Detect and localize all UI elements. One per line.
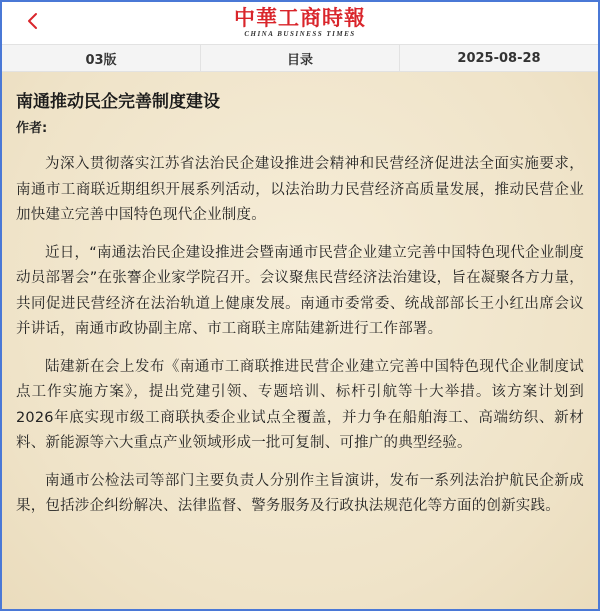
article-paragraph: 陆建新在会上发布《南通市工商联推进民营企业建立完善中国特色现代企业制度试点工作实施方案》，提出党建引领、专题培训、标杆引航等十大举措。该方案计划到2026年底实现市级工商联执委企业试点全覆盖，并力争在船舶海工、高端纺织、新材料、新能源等六大重点产业领域形成一批可复制、可推广的典型经验。 [16,358,584,451]
article-paragraph: 近日，“南通法治民企建设推进会暨南通市民营企业建立完善中国特色现代企业制度动员部署会”在张謇企业家学院召开。会议聚焦民营经济法治建设，旨在凝聚各方力量，共同促进民营经济在法治轨道上健康发展。南通市委常委、统战部部长王小红出席会议并讲话，南通市政协副主席、市工商联主席陆建新进行工作部署。 [16,244,584,337]
article-title: 南通推动民企完善制度建设 [16,92,220,112]
top-header [2,2,598,44]
navigation-tabs [2,44,598,72]
article-author: 作者: [16,121,48,136]
logo-title: 中華工商時報 [234,5,366,30]
tab-contents[interactable]: 目录 [200,45,399,71]
newspaper-logo [2,6,598,39]
tab-date[interactable]: 2025-08-28 [399,45,598,71]
article-body [2,72,598,609]
logo-subtitle: CHINA BUSINESS TIMES [244,30,356,38]
article-paragraph: 为深入贯彻落实江苏省法治民企建设推进会精神和民营经济促进法全面实施要求，南通市工商联近期组织开展系列活动，以法治助力民营经济高质量发展，推动民营企业加快建立完善中国特色现代企业制度。 [16,156,584,223]
article-paragraph: 南通市公检法司等部门主要负责人分别作主旨演讲，发布一系列法治护航民企新成果，包括涉企纠纷解决、法律监督、警务服务及行政执法规范化等方面的创新实践。 [16,472,584,514]
tab-page-edition[interactable]: 03版 [85,52,117,68]
